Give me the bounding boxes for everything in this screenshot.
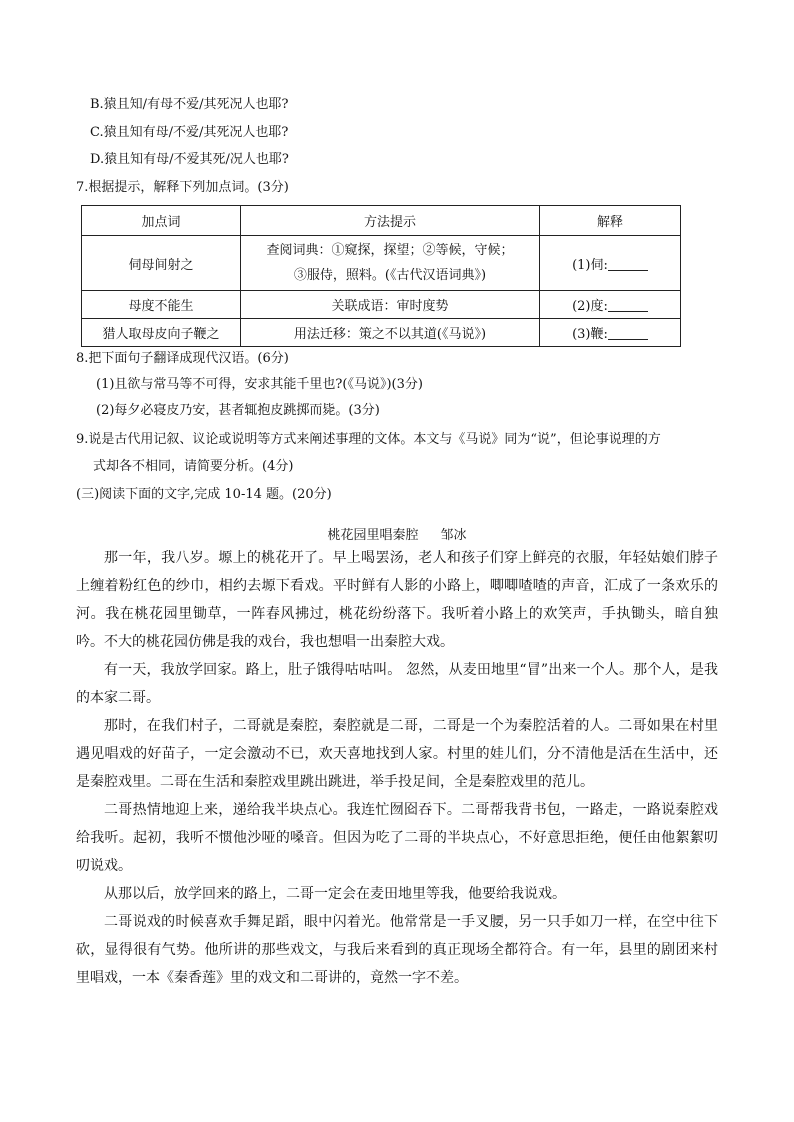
row-hint-line: 查阅词典：①窥探，探望；②等候，守候； xyxy=(266,243,514,258)
article-title: 桃花园里唱秦腔 xyxy=(327,528,419,543)
option-c: C.猿且知有母/不爱/其死况人也耶? xyxy=(90,125,289,140)
row-word: 伺母间射之 xyxy=(82,236,241,291)
article-paragraph: 有一天，我放学回家。路上，肚子饿得咕咕叫。 忽然，从麦田地里“冒”出来一个人。那个人，是我的本家二哥。 xyxy=(76,662,718,706)
answer-blank xyxy=(608,327,648,340)
answer-blank xyxy=(608,299,648,312)
article-body xyxy=(76,544,718,992)
table-row xyxy=(82,291,681,319)
header-hint: 方法提示 xyxy=(241,206,540,236)
row-hint: 关联成语：审时度势 xyxy=(241,291,540,319)
question-9-line-2: 式却各不相同，请简要分析。(4分) xyxy=(93,459,294,474)
row-answer xyxy=(540,291,681,319)
row-hint-line: ③服侍，照料。(《古代汉语词典》) xyxy=(293,268,487,283)
article-paragraph: 二哥热情地迎上来，递给我半块点心。我连忙囫囵吞下。二哥帮我背书包，一路走，一路说秦腔戏给我听。起初，我听不惯他沙哑的嗓音。但因为吃了二哥的半块点心，不好意思拒绝，便任由他絮絮叨叨说戏。 xyxy=(76,802,718,874)
question-7-table xyxy=(81,205,681,347)
row-hint: 用法迁移：策之不以其道(《马说》) xyxy=(241,319,540,347)
table-row xyxy=(82,236,681,291)
article-title-row xyxy=(0,524,794,543)
row-word: 猎人取母皮向子鞭之 xyxy=(82,319,241,347)
answer-label: (1)伺: xyxy=(572,257,608,273)
answer-blank xyxy=(608,258,648,271)
question-8-sentence-1: (1)且欲与常马等不可得，安求其能千里也?(《马说》)(3分) xyxy=(96,377,423,392)
row-answer xyxy=(540,236,681,291)
header-word: 加点词 xyxy=(82,206,241,236)
section-3-heading: (三)阅读下面的文字,完成 10-14 题。(20分) xyxy=(76,487,332,502)
answer-label: (2)度: xyxy=(572,299,608,314)
row-word: 母度不能生 xyxy=(82,291,241,319)
question-8-stem: 8.把下面句子翻译成现代汉语。(6分) xyxy=(76,351,289,366)
article-paragraph: 那时，在我们村子，二哥就是秦腔，秦腔就是二哥，二哥是一个为秦腔活着的人。二哥如果在村里遇见唱戏的好苗子，一定会激动不已，欢天喜地找到人家。村里的娃儿们，分不清他是活在生活中，还是秦腔戏里。二哥在生活和秦腔戏里跳出跳进，举手投足间，全是秦腔戏里的范儿。 xyxy=(76,718,718,790)
row-answer xyxy=(540,319,681,347)
article-author: 邹冰 xyxy=(440,528,467,543)
answer-label: (3)鞭: xyxy=(572,327,608,342)
article-paragraph: 那一年，我八岁。塬上的桃花开了。早上喝罢汤，老人和孩子们穿上鲜亮的衣服，年轻姑娘们脖子上缠着粉红色的纱巾，相约去塬下看戏。平时鲜有人影的小路上，唧唧喳喳的声音，汇成了一条欢乐的河。我在桃花园里锄草，一阵春风拂过，桃花纷纷落下。我听着小路上的欢笑声，手执锄头，暗自独吟。不大的桃花园仿佛是我的戏台，我也想唱一出秦腔大戏。 xyxy=(76,550,718,650)
row-hint xyxy=(241,236,540,291)
question-9-line-1: 9.说是古代用记叙、议论或说明等方式来阐述事理的文体。本文与《马说》同为“说”，但论事说理的方 xyxy=(76,432,661,447)
question-8-sentence-2: (2)每夕必寝皮乃安，甚者辄抱皮跳掷而毙。(3分) xyxy=(96,403,380,418)
option-b: B.猿且知/有母不爱/其死况人也耶? xyxy=(90,97,289,112)
question-7-stem: 7.根据提示，解释下列加点词。(3分) xyxy=(76,180,289,195)
article-paragraph: 二哥说戏的时候喜欢手舞足蹈，眼中闪着光。他常常是一手叉腰，另一只手如刀一样，在空中往下砍，显得很有气势。他所讲的那些戏文，与我后来看到的真正现场全都符合。有一年，县里的剧团来村里唱戏，一本《秦香莲》里的戏文和二哥讲的，竟然一字不差。 xyxy=(76,914,718,986)
table-row xyxy=(82,319,681,347)
table-header-row xyxy=(82,206,681,236)
article-paragraph: 从那以后，放学回来的路上，二哥一定会在麦田地里等我，他要给我说戏。 xyxy=(104,886,566,902)
header-explain: 解释 xyxy=(540,206,681,236)
option-d: D.猿且知有母/不爱其死/况人也耶? xyxy=(90,152,289,167)
